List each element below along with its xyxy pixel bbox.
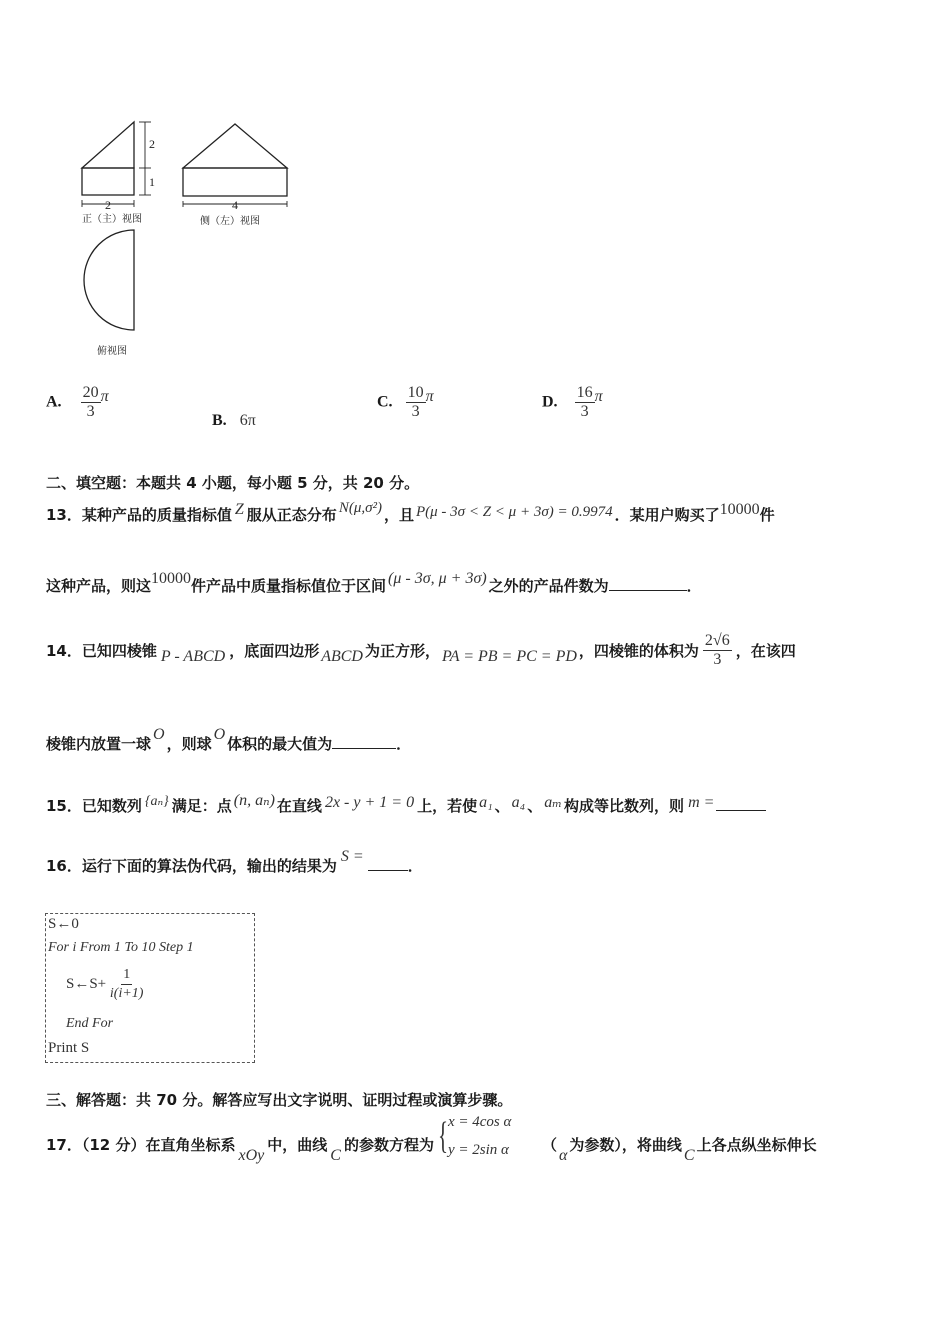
volume-fraction: $\frac{2√6}{3}$ [704, 632, 730, 668]
question-17: 17．（12 分）在直角坐标系xOy中，曲线C的参数方程为 { x = 4cos α y = 2sin α （α为参数），将曲线C上各点纵坐标伸长 [46, 1114, 817, 1164]
question-15: 15．已知数列 {aₙ} 满足：点 (n, aₙ) 在直线 2x - y + 1 = 0 上，若使 a₁ 、 a₄ 、 aₘ 构成等比数列，则 m = [46, 790, 766, 816]
front-view-label: 正（主）视图 [82, 214, 142, 225]
front-view [82, 122, 151, 207]
side-view-label: 侧（左）视图 [200, 216, 260, 227]
option-b[interactable] [212, 410, 256, 430]
top-view [84, 230, 134, 330]
option-letter: C. [377, 393, 393, 411]
answer-blank[interactable] [332, 734, 396, 749]
option-c[interactable]: C. $\frac{10}{3}$ π [377, 384, 434, 420]
pseudocode-box [45, 913, 255, 1063]
question-16: 16．运行下面的算法伪代码，输出的结果为S =． [46, 848, 423, 875]
code-line-1: S←0 [48, 916, 79, 932]
answer-blank[interactable] [609, 576, 687, 591]
side-view [183, 124, 287, 207]
question-14-line-1: 14．已知四棱锥 P - ABCD ，底面四边形 ABCD 为正方形， PA = PB = PC = PD ，四棱锥的体积为 $\frac{2√6}{3}$ ，在该四 [46, 632, 796, 668]
three-view-figure [70, 112, 310, 362]
code-line-4: End For [66, 1016, 114, 1031]
option-letter: A. [46, 393, 62, 411]
answer-blank[interactable] [368, 856, 408, 871]
top-view-label: 俯视图 [97, 346, 127, 357]
option-d[interactable]: D. $\frac{16}{3}$ π [542, 384, 603, 420]
option-letter: D. [542, 393, 558, 411]
option-fraction: $\frac{10}{3}$ [407, 384, 424, 420]
section-2-title: 二、填空题：本题共 4 小题，每小题 5 分，共 20 分。 [46, 474, 420, 492]
answer-blank[interactable] [716, 796, 766, 811]
code-line-3: S←S+ $\frac{1}{i(i+1)}$ [66, 967, 144, 1001]
question-13-line-1: 13．某种产品的质量指标值 Z 服从正态分布 N(μ,σ²) ，且 P(μ - 3σ < Z < μ + 3σ) = 0.9974 ．某用户购买了10000件 [46, 500, 775, 524]
question-13-line-2: 这种产品，则这10000件产品中质量指标值位于区间 (μ - 3σ, μ + 3σ) 之外的产品件数为 ． [46, 570, 702, 595]
code-line-2: For i From 1 To 10 Step 1 [48, 940, 194, 955]
code-line-5: Print S [48, 1040, 90, 1056]
section-3-title: 三、解答题：共 70 分。解答应写出文字说明、证明过程或演算步骤。 [46, 1091, 513, 1109]
front-dim-width: 2 [105, 198, 111, 212]
parametric-system: { x = 4cos α y = 2sin α [437, 1114, 512, 1158]
question-14-line-2: 棱锥内放置一球O，则球O体积的最大值为 ． [46, 726, 412, 753]
option-value: 6π [239, 412, 256, 429]
option-fraction: $\frac{20}{3}$ [82, 384, 99, 420]
option-fraction: $\frac{16}{3}$ [576, 384, 593, 420]
front-dim-top: 2 [149, 137, 155, 151]
option-letter: B. [212, 412, 227, 429]
side-dim-width: 4 [232, 198, 238, 212]
front-dim-bottom: 1 [149, 175, 155, 189]
option-a[interactable]: A. $\frac{20}{3}$ π [46, 384, 109, 420]
